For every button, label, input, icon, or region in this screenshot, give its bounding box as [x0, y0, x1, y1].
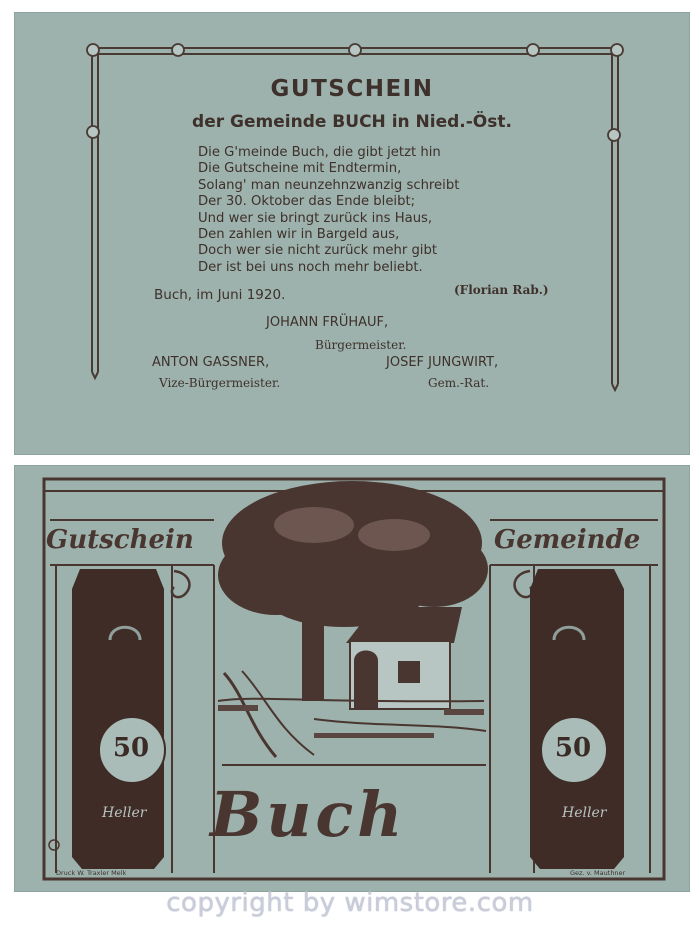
copyright-watermark: copyright by wimstore.com: [166, 888, 534, 918]
poem-line: Die Gutscheine mit Endtermin,: [198, 161, 402, 177]
poem: [198, 145, 459, 276]
issue-date: Buch, im Juni 1920.: [154, 287, 286, 303]
printer-imprint: Druck W. Traxler Melk: [56, 869, 127, 877]
front-title: GUTSCHEIN: [270, 76, 434, 102]
denomination-right: 50: [554, 733, 592, 763]
unit-left: Heller: [102, 805, 147, 821]
poem-line: Der ist bei uns noch mehr beliebt.: [198, 259, 423, 275]
unit-right: Heller: [562, 805, 607, 821]
notgeld-back: [14, 465, 690, 892]
gutschein-lettering: Gutschein: [46, 525, 194, 555]
signatory-role: Vize-Bürgermeister.: [159, 376, 281, 390]
signatory-role: Bürgermeister.: [315, 338, 407, 352]
poem-line: Und wer sie bringt zurück ins Haus,: [198, 210, 433, 226]
town-lettering: Buch: [210, 778, 407, 851]
signatory-name: ANTON GASSNER,: [152, 355, 270, 370]
poem-author: (Florian Rab.): [454, 283, 549, 297]
poem-line: Solang' man neunzehnzwanzig schreibt: [198, 177, 460, 193]
poem-line: Doch wer sie nicht zurück mehr gibt: [198, 243, 438, 259]
signatory-name: JOSEF JUNGWIRT,: [386, 355, 499, 370]
poem-line: Die G'meinde Buch, die gibt jetzt hin: [198, 145, 441, 160]
front-subtitle: der Gemeinde BUCH in Nied.-Öst.: [192, 112, 512, 132]
designer-imprint: Gez. v. Mauthner: [570, 869, 626, 877]
poem-line: Den zahlen wir in Bargeld aus,: [198, 227, 400, 243]
notgeld-front: [14, 12, 690, 455]
signatory-role: Gem.-Rat.: [428, 376, 490, 390]
denomination-left: 50: [112, 733, 150, 763]
signatory-name: JOHANN FRÜHAUF,: [266, 315, 389, 330]
poem-line: Der 30. Oktober das Ende bleibt;: [198, 194, 416, 210]
gemeinde-lettering: Gemeinde: [494, 525, 641, 555]
